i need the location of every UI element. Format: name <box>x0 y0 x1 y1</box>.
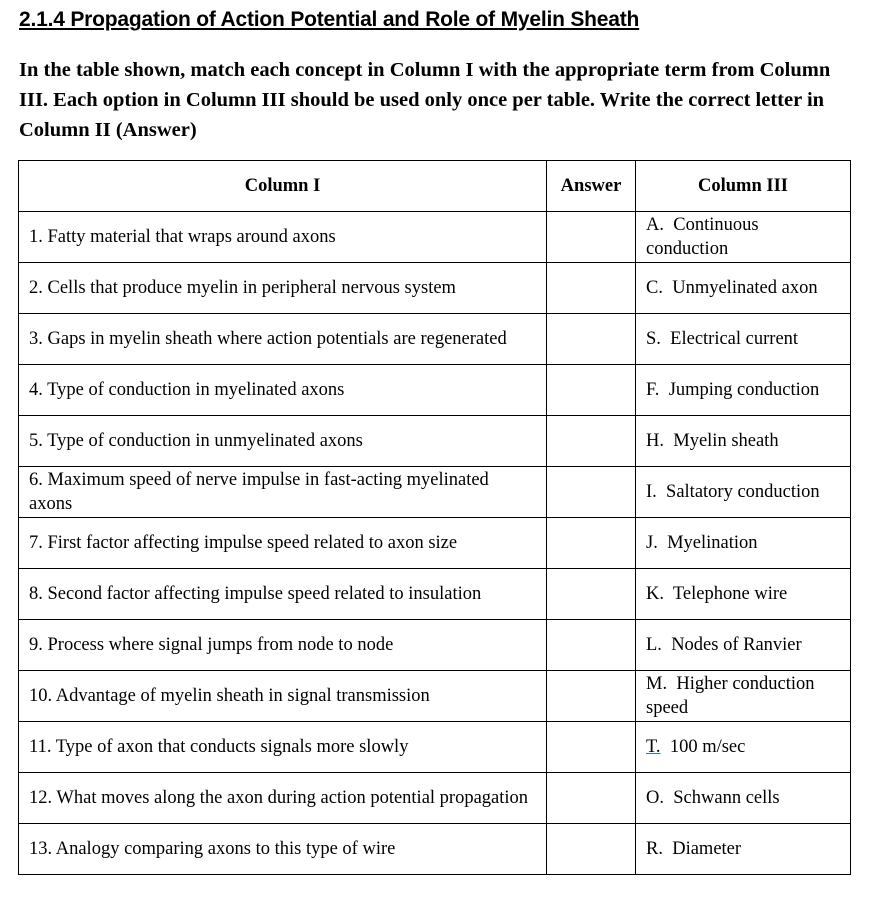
term-letter: T. <box>646 737 661 757</box>
instructions: In the table shown, match each concept in Column I with the appropriate term from Column III. Each option in Column III should be used only once per table. Write the correct letter in Column II (Answer) <box>19 59 831 141</box>
term-cell <box>636 773 851 824</box>
term-letter: S. <box>646 329 661 349</box>
term-text: Electrical current <box>670 329 799 349</box>
term-cell <box>636 467 851 518</box>
table-row <box>19 569 851 620</box>
term-cell <box>636 314 851 365</box>
concept-cell: 5. Type of conduction in unmyelinated axons <box>19 416 547 467</box>
term-letter: L. <box>646 635 662 655</box>
table-row <box>19 620 851 671</box>
term-text: Jumping conduction <box>668 380 820 400</box>
term-text: 100 m/sec <box>669 737 746 757</box>
table-row <box>19 263 851 314</box>
answer-cell[interactable] <box>547 722 636 773</box>
concept-cell: 11. Type of axon that conducts signals more slowly <box>19 722 547 773</box>
term-letter: C. <box>646 278 663 298</box>
term-cell <box>636 518 851 569</box>
term-text: Nodes of Ranvier <box>671 635 802 655</box>
table-row <box>19 467 851 518</box>
concept-cell: 3. Gaps in myelin sheath where action potentials are regenerated <box>19 314 547 365</box>
header-column-3: Column III <box>636 161 851 212</box>
table-row <box>19 314 851 365</box>
answer-cell[interactable] <box>547 569 636 620</box>
answer-cell[interactable] <box>547 212 636 263</box>
concept-cell: 12. What moves along the axon during action potential propagation <box>19 773 547 824</box>
answer-cell[interactable] <box>547 263 636 314</box>
answer-cell[interactable] <box>547 620 636 671</box>
concept-cell: 10. Advantage of myelin sheath in signal transmission <box>19 671 547 722</box>
term-text: Higher conduction speed <box>646 674 815 718</box>
concept-cell: 7. First factor affecting impulse speed related to axon size <box>19 518 547 569</box>
term-cell <box>636 365 851 416</box>
term-letter: F. <box>646 380 660 400</box>
answer-cell[interactable] <box>547 365 636 416</box>
header-column-1: Column I <box>19 161 547 212</box>
term-cell <box>636 671 851 722</box>
concept-cell: 13. Analogy comparing axons to this type of wire <box>19 824 547 875</box>
term-cell <box>636 824 851 875</box>
term-text: Diameter <box>672 839 742 859</box>
concept-cell: 2. Cells that produce myelin in peripheral nervous system <box>19 263 547 314</box>
term-cell <box>636 416 851 467</box>
term-text: Unmyelinated axon <box>672 278 818 298</box>
concept-cell: 6. Maximum speed of nerve impulse in fast-acting myelinated axons <box>19 467 547 518</box>
table-row <box>19 416 851 467</box>
answer-cell[interactable] <box>547 671 636 722</box>
header-answer: Answer <box>547 161 636 212</box>
concept-cell: 9. Process where signal jumps from node to node <box>19 620 547 671</box>
term-cell <box>636 569 851 620</box>
term-text: Telephone wire <box>672 584 788 604</box>
term-text: Continuous conduction <box>646 215 759 259</box>
concept-cell: 4. Type of conduction in myelinated axons <box>19 365 547 416</box>
term-letter: J. <box>646 533 658 553</box>
term-text: Myelination <box>667 533 758 553</box>
concept-cell: 8. Second factor affecting impulse speed related to insulation <box>19 569 547 620</box>
concept-cell: 1. Fatty material that wraps around axons <box>19 212 547 263</box>
table-row <box>19 722 851 773</box>
table-row <box>19 773 851 824</box>
term-letter: H. <box>646 431 664 451</box>
term-letter: I. <box>646 482 657 502</box>
answer-cell[interactable] <box>547 416 636 467</box>
term-cell <box>636 620 851 671</box>
table-row <box>19 212 851 263</box>
term-letter: R. <box>646 839 663 859</box>
matching-table <box>18 160 851 875</box>
term-cell <box>636 212 851 263</box>
term-text: Schwann cells <box>673 788 780 808</box>
answer-cell[interactable] <box>547 824 636 875</box>
table-row <box>19 518 851 569</box>
table-header-row <box>19 161 851 212</box>
table-row <box>19 824 851 875</box>
section-title: 2.1.4 Propagation of Action Potential and Role of Myelin Sheath <box>19 8 640 31</box>
answer-cell[interactable] <box>547 314 636 365</box>
term-letter: K. <box>646 584 664 604</box>
term-letter: A. <box>646 215 664 235</box>
answer-cell[interactable] <box>547 773 636 824</box>
term-cell <box>636 263 851 314</box>
term-text: Myelin sheath <box>673 431 779 451</box>
term-text: Saltatory conduction <box>666 482 820 502</box>
term-letter: O. <box>646 788 664 808</box>
table-row <box>19 365 851 416</box>
term-letter: M. <box>646 674 668 694</box>
term-cell <box>636 722 851 773</box>
answer-cell[interactable] <box>547 518 636 569</box>
answer-cell[interactable] <box>547 467 636 518</box>
table-row <box>19 671 851 722</box>
